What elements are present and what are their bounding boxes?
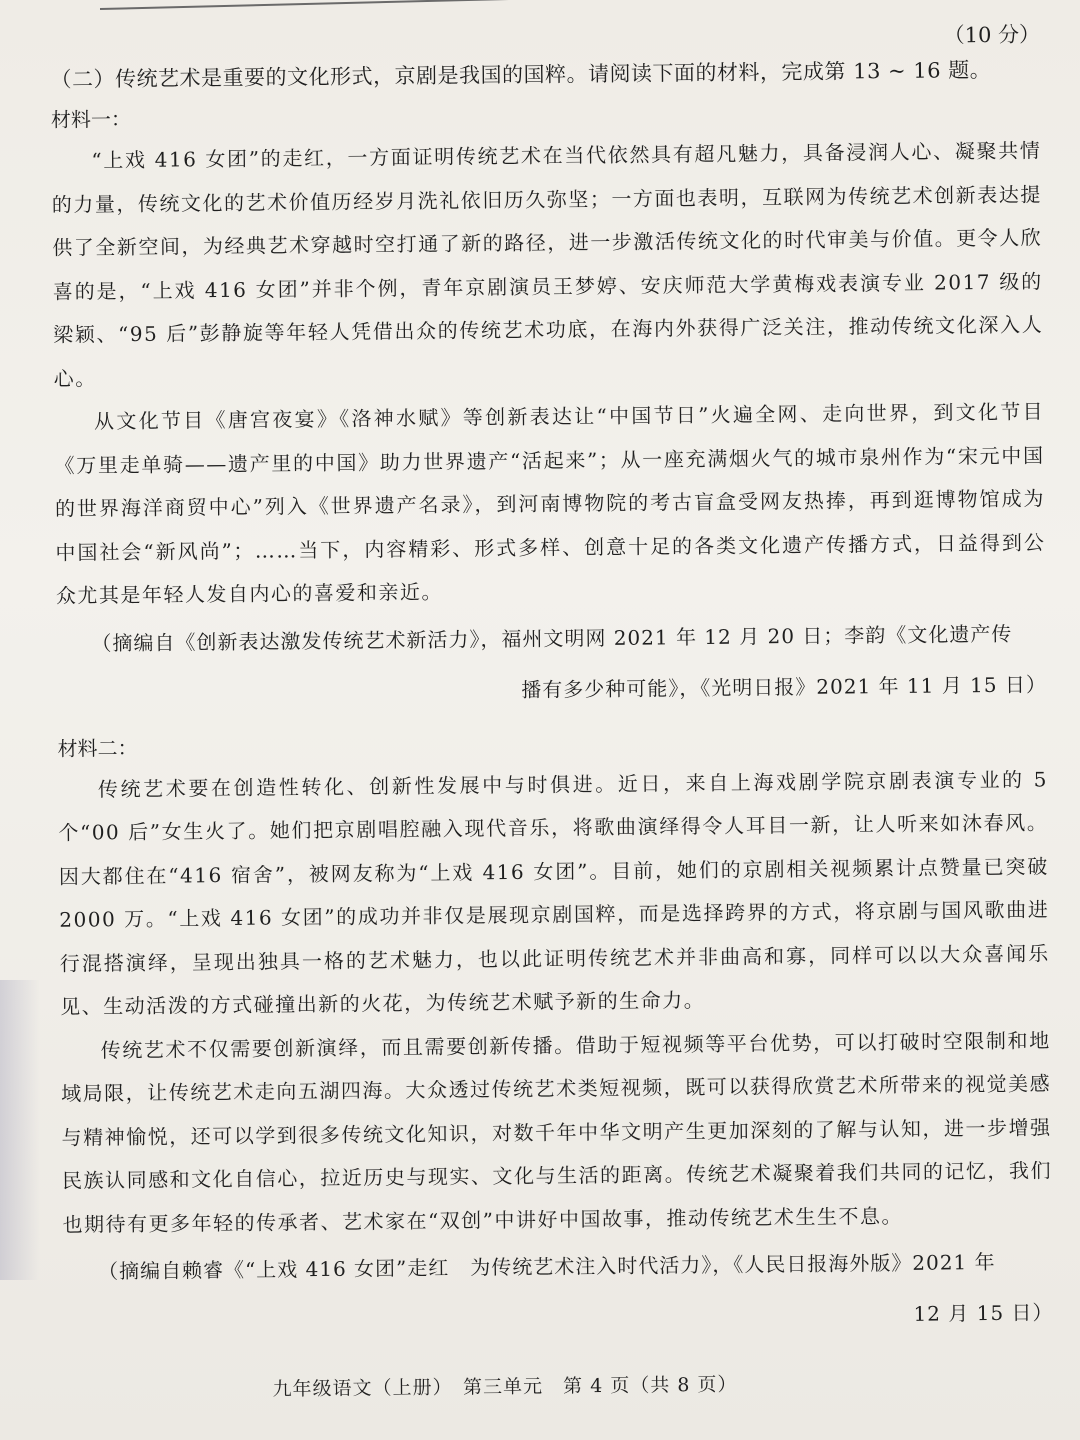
question-points: （10 分） (943, 22, 1041, 48)
top-rule (100, 0, 1020, 10)
page-shadow (0, 980, 40, 1280)
material-1-source-cont: 播有多少种可能》，《光明日报》2021 年 11 月 15 日） (521, 671, 1048, 702)
question-intro: （二）传统艺术是重要的文化形式，京剧是我国的国粹。请阅读下面的材料，完成第 13 ~ 16 题。 (50, 57, 992, 92)
material-1-source: （摘编自《创新表达激发传统艺术新活力》，福州文明网 2021 年 12 月 20 日；李韵《文化遗产传 (91, 621, 1013, 655)
material-2-paragraph: 传统艺术要在创造性转化、创新性发展中与时俱进。近日，来自上海戏剧学院京剧表演专业的 5 个“00 后”女生火了。她们把京剧唱腔融入现代音乐，将歌曲演绎得令人耳目一新，让人听来如沐春风。因大都住在“416 宿舍”，被网友称为“上戏 416 女团”。目前，她们的京剧相关视频累计点赞量已突破 2000 万。“上戏 416 女团”的成功并非仅是展现京剧国粹，而是选择跨界的方式，将京剧与国风歌曲进行混搭演绎，呈现出独具一格的艺术魅力，也以此证明传统艺术并非曲高和寡，同样可以以大众喜闻乐见、生动活泼的方式碰撞出新的火花，为传统艺术赋予新的生命力。 (58, 766, 1050, 1019)
material-1-paragraph: “上戏 416 女团”的走红，一方面证明传统艺术在当代依然具有超凡魅力，具备浸润人心、凝聚共情的力量，传统文化的艺术价值历经岁月洗礼依旧历久弥坚；一方面也表明，互联网为传统艺术创新表达提供了全新空间，为经典艺术穿越时空打通了新的路径，进一步激活传统文化的时代审美与价值。更令人欣喜的是，“上戏 416 女团”并非个例，青年京剧演员王梦婷、安庆师范大学黄梅戏表演专业 2017 级的梁颖、“95 后”彭静旋等年轻人凭借出众的传统艺术功底，在海内外获得广泛关注，推动传统文化深入人心。 (51, 138, 1044, 391)
page-content (30, 19, 1074, 1357)
material-2-label: 材料二： (57, 735, 138, 761)
material-2-paragraph: 传统艺术不仅需要创新演绎，而且需要创新传播。借助于短视频等平台优势，可以打破时空限制和地域局限，让传统艺术走向五湖四海。大众透过传统艺术类短视频，既可以获得欣赏艺术所带来的视觉美感与精神愉悦，还可以学到很多传统文化知识，对数千年中华文明产生更加深刻的了解与认知，进一步增强民族认同感和文化自信心，拉近历史与现实、文化与生活的距离。传统艺术凝聚着我们共同的记忆，我们也期待有更多年轻的传承者、艺术家在“双创”中讲好中国故事，推动传统艺术生生不息。 (61, 1027, 1053, 1237)
material-2-source: （摘编自赖睿《“上戏 416 女团”走红 为传统艺术注入时代活力》，《人民日报海外版》2021 年 (97, 1249, 996, 1284)
page-footer: 九年级语文（上册） 第三单元 第 4 页（共 8 页） (272, 1373, 738, 1401)
material-1-label: 材料一： (50, 106, 132, 132)
material-2-source-cont: 12 月 15 日） (913, 1300, 1054, 1326)
material-1-paragraph: 从文化节目《唐宫夜宴》《洛神水赋》等创新表达让“中国节日”火遍全网、走向世界，到文化节目《万里走单骑——遗产里的中国》助力世界遗产“活起来”；从一座充满烟火气的城市泉州作为“宋元中国的世界海洋商贸中心”列入《世界遗产名录》，到河南博物院的考古盲盒受网友热捧，再到逛博物馆成为中国社会“新风尚”；……当下，内容精彩、形式多样、创意十足的各类文化遗产传播方式，日益得到公众尤其是年轻人发自内心的喜爱和亲近。 (54, 399, 1046, 608)
